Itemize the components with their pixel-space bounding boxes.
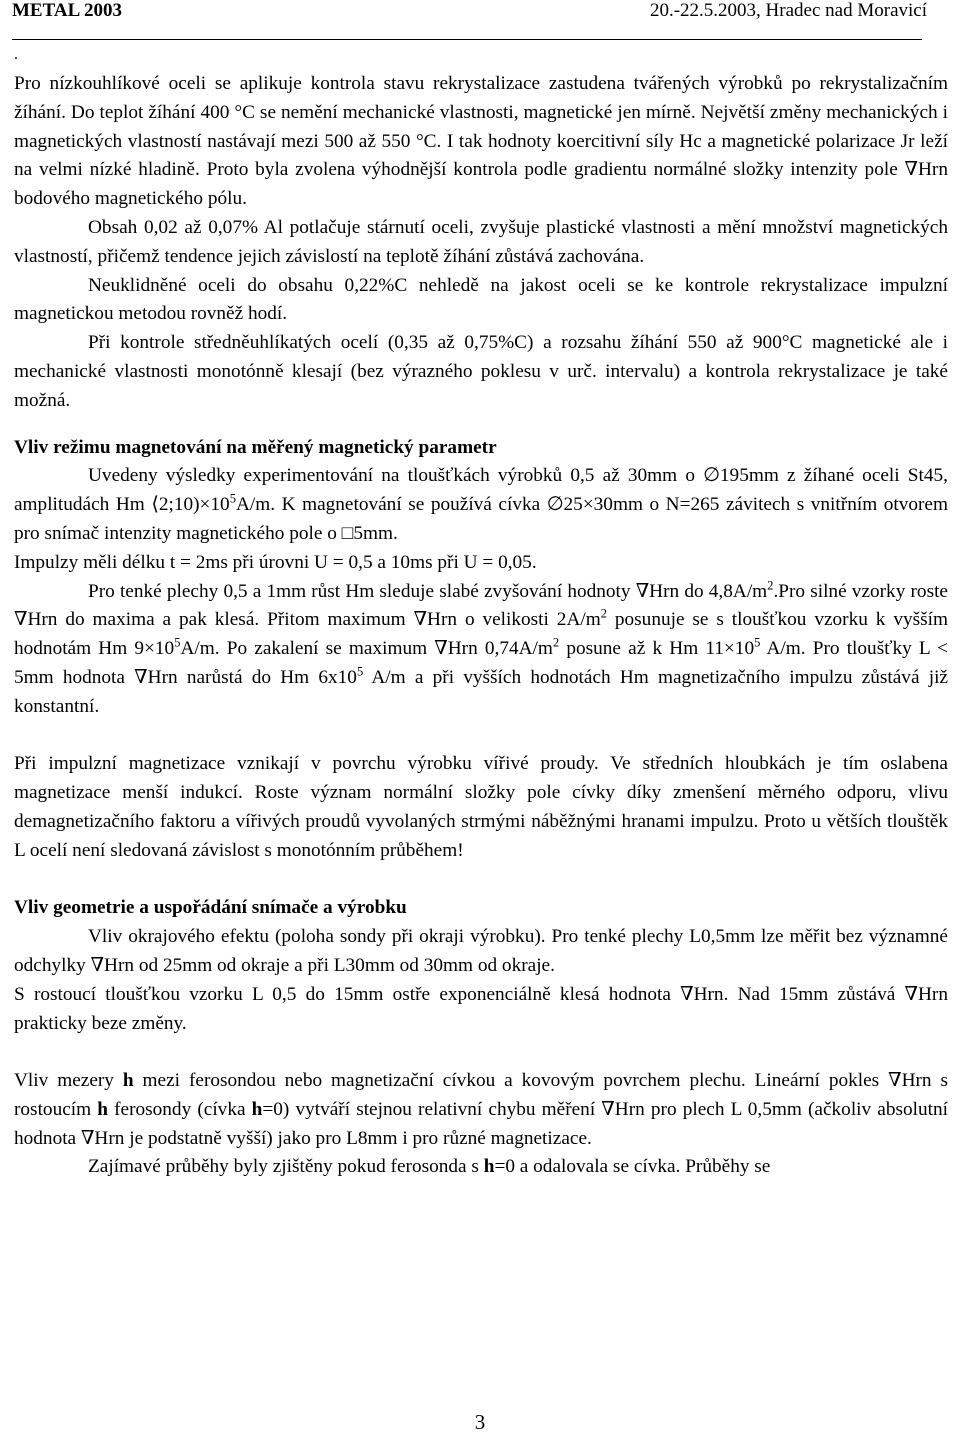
paragraph-eddy-currents: Při impulzní magnetizace vznikají v povrchu výrobku vířivé proudy. Ve středních hloubkách je tím oslabena magnetizace menší indukcí. Roste význam normální složky pole cívky díky zmenšení měrného odporu, vlivu demagnetizačního faktoru a vířivých proudů vyvolaných strmými náběžnými hranami impulzu. Proto u větších tlouštěk L ocelí není sledovaná závislost s monotónním průběhem! (14, 753, 948, 861)
paragraph-thin-sheets: Pro tenké plechy 0,5 a 1mm růst Hm sleduje slabé zvyšování hodnoty ∇Hrn do $4,8A/m^2.Pro$ silné vzorky roste ∇Hrn do maxima a pak klesá. Přitom maximum ∇Hrn o velikosti $2A/m^2$ posunuje se s tloušťkou vzorku k vyšším hodnotám Hm $9\times 10^5A/m$. Po zakalení se maximum ∇Hrn $0,74A/m^2$ posune až k Hm $11\times 10^5$ A/m. Pro tloušťky L < 5mm hodnota ∇Hrn narůstá do Hm $6x10^5$ A/m a při vyšších hodnotách Hm magnetizačního impulzu zůstává již konstantní. (14, 578, 949, 717)
page-number: 3 (474, 1410, 486, 1434)
conference-date-place: 20.-22.5.2003, Hradec nad Moravicí (649, 0, 927, 21)
paragraph-experiments: Uvedeny výsledky experimentování na tloušťkách výrobků 0,5 až 30mm o ∅195mm z žíhané oceli St45, amplitudách Hm $⟨2;10)\times 10^5A/m$. K magnetování se používá cívka ∅25×30mm o N=265 závitech s vnitřním otvorem pro snímač intenzity magnetického pole o □5mm. (14, 465, 948, 544)
section-heading-geometry: Vliv geometrie a uspořádání snímače a výrobku (14, 897, 407, 919)
paragraph-edge-effect: Vliv okrajového efektu (poloha sondy při okraji výrobku). Pro tenké plechy L0,5mm lze měřit bez významné odchylky ∇Hrn od 25mm od okraje a při L30mm od 30mm od okraje. (14, 926, 948, 976)
paragraph-thickness: S rostoucí tloušťkou vzorku L 0,5 do 15mm ostře exponenciálně klesá hodnota ∇Hrn. Nad 15mm zůstává ∇Hrn prakticky beze změny. (14, 983, 948, 1034)
conference-name: METAL 2003 (12, 0, 122, 21)
paragraph-ferosonda: Zajímavé průběhy byly zjištěny pokud ferosonda s h=0 a odalovala se cívka. Průběhy se (88, 1156, 771, 1178)
page-body (14, 70, 948, 1182)
paragraph-recrystallization: Pro nízkouhlíkové oceli se aplikuje kontrola stavu rekrystalizace zastudena tvářených výrobků po rekrystalizačním žíhání. Do teplot žíhání 400 °C se nemění mechanické vlastnosti, magnetické jen mírně. Největší změny mechanických i magnetických vlastností nastávají mezi 500 až 550 °C. I tak hodnoty koercitivní síly Hc a magnetické polarizace Jr leží na velmi nízké hladině. Proto byla zvolena výhodnější kontrola podle gradientu normálné složky intenzity pole ∇Hrn bodového magnetického pólu. (14, 73, 948, 210)
stray-mark: . (14, 46, 18, 63)
header-rule (12, 39, 922, 40)
paragraph-unkilled-steel: Neuklidněné oceli do obsahu 0,22%C nehledě na jakost oceli se ke kontrole rekrystalizace impulzní magnetickou metodou rovněž hodí. (14, 274, 948, 325)
section-heading-magnetization: Vliv režimu magnetování na měřený magnetický parametr (14, 436, 497, 458)
page-header (12, 0, 927, 22)
paragraph-aluminium: Obsah 0,02 až 0,07% Al potlačuje stárnutí oceli, zvyšuje plastické vlastnosti a mění množství magnetických vlastností, přičemž tendence jejich závislostí na teplotě žíhání zůstává zachována. (14, 216, 948, 267)
paragraph-gap-h: Vliv mezery h mezi ferosondou nebo magnetizační cívkou a kovovým povrchem plechu. Lineární pokles ∇Hrn s rostoucím h ferosondy (cívka h=0) vytváří stejnou relativní chybu měření ∇Hrn pro plech L 0,5mm (ačkoliv absolutní hodnota ∇Hrn je podstatně vyšší) jako pro L8mm i pro různé magnetizace. (14, 1070, 949, 1149)
paragraph-medium-carbon: Při kontrole středněuhlíkatých ocelí (0,35 až 0,75%C) a rozsahu žíhání 550 až 900°C magnetické ale i mechanické vlastnosti monotónně klesají (bez výrazného poklesu v urč. intervalu) a kontrola rekrystalizace je také možná. (14, 332, 948, 411)
paragraph-pulses: Impulzy měli délku t = 2ms při úrovni U = 0,5 a 10ms při U = 0,05. (14, 551, 537, 573)
